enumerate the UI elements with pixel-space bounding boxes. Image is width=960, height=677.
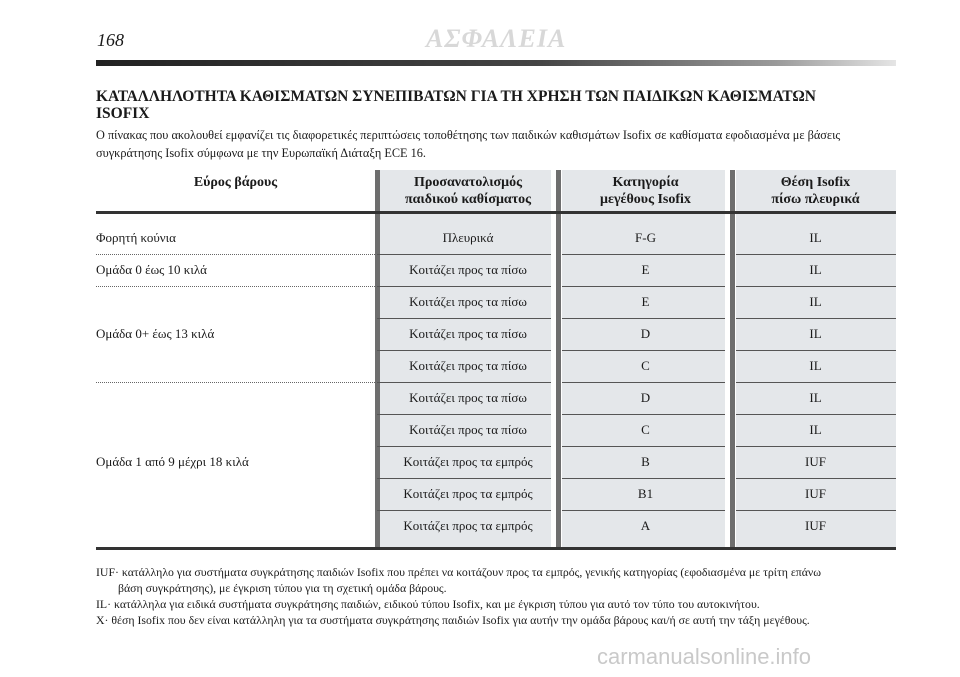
page-number: 168 xyxy=(97,30,124,50)
footnote-continuation: βάση συγκράτησης), με έγκριση τύπου για τη σχετική ομάδα βάρους. xyxy=(118,581,447,595)
group-separator xyxy=(96,382,375,383)
size-class-cell: C xyxy=(641,358,650,373)
size-class-cell: D xyxy=(640,390,651,405)
orientation-cell: Κοιτάζει προς τα εμπρός xyxy=(403,518,533,533)
footnote-line: IL· κατάλληλα για ειδικά συστήματα συγκράτησης παιδιών, ειδικού τύπου Isofix, και με έγκριση τύπου για αυτό τον τύπο του αυτοκινήτου. xyxy=(96,597,760,611)
orientation-cell: Κοιτάζει προς τα πίσω xyxy=(409,262,527,277)
header-line: Κατηγορία xyxy=(612,175,679,190)
orientation-cell: Κοιτάζει προς τα πίσω xyxy=(409,326,527,341)
isofix-position-cell: IL xyxy=(809,390,822,405)
isofix-table xyxy=(96,170,896,550)
isofix-position-cell: IL xyxy=(809,230,822,245)
isofix-position-cell: IL xyxy=(809,262,822,277)
footnote-line: IUF· κατάλληλο για συστήματα συγκράτησης παιδιών Isofix που πρέπει να κοιτάζουν προς τα εμπρός, γενικής κατηγορίας (εφοδιασμένα με τρίτη επάνω xyxy=(96,565,822,579)
table-bottom-rule xyxy=(96,547,896,550)
size-class-cell: D xyxy=(640,326,651,341)
header-line: Προσανατολισμός xyxy=(413,175,522,190)
header-line: πίσω πλευρικά xyxy=(771,192,860,207)
group-separator xyxy=(96,286,375,287)
orientation-cell: Κοιτάζει προς τα εμπρός xyxy=(403,486,533,501)
group-label: Ομάδα 1 από 9 μέχρι 18 κιλά xyxy=(96,454,249,469)
orientation-cell: Κοιτάζει προς τα πίσω xyxy=(409,294,527,309)
isofix-position-cell: IUF xyxy=(805,454,826,469)
group-label: Ομάδα 0+ έως 13 κιλά xyxy=(96,326,215,341)
footnotes xyxy=(96,564,906,628)
intro-paragraph: Ο πίνακας που ακολουθεί εμφανίζει τις διαφορετικές περιπτώσεις τοποθέτησης των παιδικών καθισμάτων Isofix σε καθίσματα εφοδιασμένα με βάσεις συγκράτησης Isofix σύμφωνα με την Ευρωπαϊκή Διάταξη ECE 16. xyxy=(96,128,841,160)
size-class-cell: A xyxy=(640,518,651,533)
watermark: carmanualsonline.info xyxy=(597,644,812,669)
header-weight-range xyxy=(96,174,375,210)
size-class-cell: B xyxy=(641,454,650,469)
orientation-cell: Πλευρικά xyxy=(442,230,494,245)
orientation-cell: Κοιτάζει προς τα πίσω xyxy=(409,358,527,373)
size-class-cell: E xyxy=(641,294,650,309)
orientation-cell: Κοιτάζει προς τα εμπρός xyxy=(403,454,533,469)
footnote-il xyxy=(96,596,906,612)
orientation-cell: Κοιτάζει προς τα πίσω xyxy=(409,422,527,437)
header-bar xyxy=(96,60,896,66)
isofix-position-cell: IL xyxy=(809,294,822,309)
header-line: Εύρος βάρους xyxy=(193,175,278,190)
document-title-line: ISOFIX xyxy=(96,105,150,122)
size-class-cell: B1 xyxy=(637,486,654,501)
size-class-cell: C xyxy=(641,422,650,437)
header-isofix-position xyxy=(735,174,896,210)
group-label: Ομάδα 0 έως 10 κιλά xyxy=(96,262,207,277)
orientation-cell: Κοιτάζει προς τα πίσω xyxy=(409,390,527,405)
isofix-position-cell: IL xyxy=(809,358,822,373)
footnote-line: X· θέση Isofix που δεν είναι κατάλληλη για τα συστήματα συγκράτησης παιδιών Isofix για αυτήν την ομάδα βάρους και/ή σε αυτή την τάξη μεγέθους. xyxy=(96,613,810,627)
footnote-iuf xyxy=(96,564,906,596)
isofix-position-cell: IL xyxy=(809,326,822,341)
header-orientation xyxy=(380,174,556,210)
size-class-cell: F-G xyxy=(635,230,656,245)
section-title: ΑΣΦΑΛΕΙΑ xyxy=(426,24,567,53)
document-title xyxy=(96,88,896,122)
header-line: Θέση Isofix xyxy=(780,175,851,190)
header-line: παιδικού καθίσματος xyxy=(404,192,532,207)
header-rule xyxy=(96,211,896,214)
header-line: μεγέθους Isofix xyxy=(600,192,691,207)
group-label: Φορητή κούνια xyxy=(96,230,176,245)
isofix-position-cell: IUF xyxy=(805,486,826,501)
footnote-x xyxy=(96,612,906,628)
header-size-class xyxy=(561,174,730,210)
size-class-cell: E xyxy=(641,262,650,277)
isofix-position-cell: IL xyxy=(809,422,822,437)
isofix-position-cell: IUF xyxy=(805,518,826,533)
document-title-line: ΚΑΤΑΛΛΗΛΟΤΗΤΑ ΚΑΘΙΣΜΑΤΩΝ ΣΥΝΕΠΙΒΑΤΩΝ ΓΙΑ ΤΗ ΧΡΗΣΗ ΤΩΝ ΠΑΙΔΙΚΩΝ ΚΑΘΙΣΜΑΤΩΝ xyxy=(96,88,816,105)
